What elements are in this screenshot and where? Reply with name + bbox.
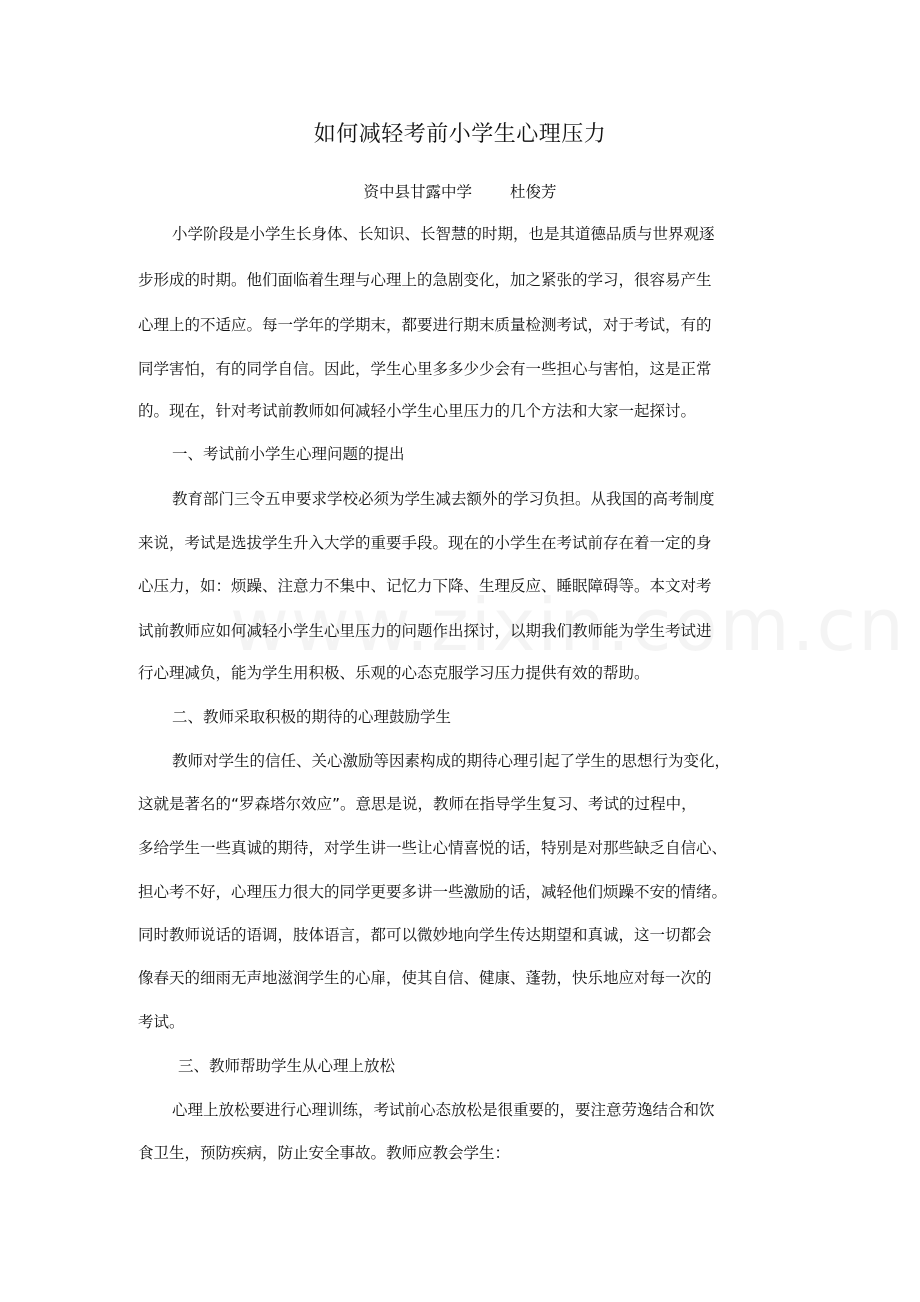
section-heading-1: 一、考试前小学生心理问题的提出 <box>172 445 405 463</box>
section-1-paragraph-line: 教育部门三令五申要求学校必须为学生减去额外的学习负担。从我国的高考制度 <box>172 490 715 508</box>
section-1-paragraph-line: 来说，考试是选拔学生升入大学的重要手段。现在的小学生在考试前存在着一定的身 <box>138 534 712 552</box>
intro-paragraph-line: 小学阶段是小学生长身体、长知识、长智慧的时期，也是其道德品质与世界观逐 <box>172 225 715 243</box>
section-2-paragraph-line: 这就是著名的“罗森塔尔效应”。意思是说，教师在指导学生复习、考试的过程中， <box>138 795 697 813</box>
intro-paragraph-line: 同学害怕，有的同学自信。因此，学生心里多多少少会有一些担心与害怕，这是正常 <box>138 360 712 378</box>
intro-paragraph-line: 步形成的时期。他们面临着生理与心理上的急剧变化，加之紧张的学习，很容易产生 <box>138 271 712 289</box>
section-2-paragraph-line: 担心考不好，心理压力很大的同学更要多讲一些激励的话，减轻他们烦躁不安的情绪。 <box>138 883 728 901</box>
section-1-paragraph-line: 行心理减负，能为学生用积极、乐观的心态克服学习压力提供有效的帮助。 <box>138 664 650 682</box>
section-heading-3: 三、教师帮助学生从心理上放松 <box>178 1057 396 1075</box>
author-name: 杜俊芳 <box>510 183 557 201</box>
document-title: 如何减轻考前小学生心理压力 <box>313 122 607 147</box>
section-2-paragraph-line: 像春天的细雨无声地滋润学生的心扉，使其自信、健康、蓬勃，快乐地应对每一次的 <box>138 969 712 987</box>
intro-paragraph-line: 心理上的不适应。每一学年的学期末，都要进行期末质量检测考试，对于考试，有的 <box>138 316 712 334</box>
section-3-paragraph-line: 心理上放松要进行心理训练，考试前心态放松是很重要的，要注意劳逸结合和饮 <box>172 1101 715 1119</box>
section-2-paragraph-line: 教师对学生的信任、关心激励等因素构成的期待心理引起了学生的思想行为变化， <box>172 752 731 770</box>
section-2-paragraph-line: 考试。 <box>138 1013 185 1031</box>
byline <box>0 180 920 204</box>
section-3-paragraph-line: 食卫生，预防疾病，防止安全事故。教师应教会学生： <box>138 1144 511 1162</box>
section-2-paragraph-line: 多给学生一些真诚的期待，对学生讲一些让心情喜悦的话，特别是对那些缺乏自信心、 <box>138 839 728 857</box>
intro-paragraph-line: 的。现在，针对考试前教师如何减轻小学生心里压力的几个方法和大家一起探讨。 <box>138 402 697 420</box>
section-heading-2: 二、教师采取积极的期待的心理鼓励学生 <box>172 708 452 726</box>
section-1-paragraph-line: 试前教师应如何减轻小学生心里压力的问题作出探讨，以期我们教师能为学生考试进 <box>138 622 712 640</box>
section-1-paragraph-line: 心压力，如：烦躁、注意力不集中、记忆力下降、生理反应、睡眠障碍等。本文对考 <box>138 577 712 595</box>
school-name: 资中县甘露中学 <box>363 183 472 201</box>
section-2-paragraph-line: 同时教师说话的语调，肢体语言，都可以微妙地向学生传达期望和真诚，这一切都会 <box>138 926 712 944</box>
